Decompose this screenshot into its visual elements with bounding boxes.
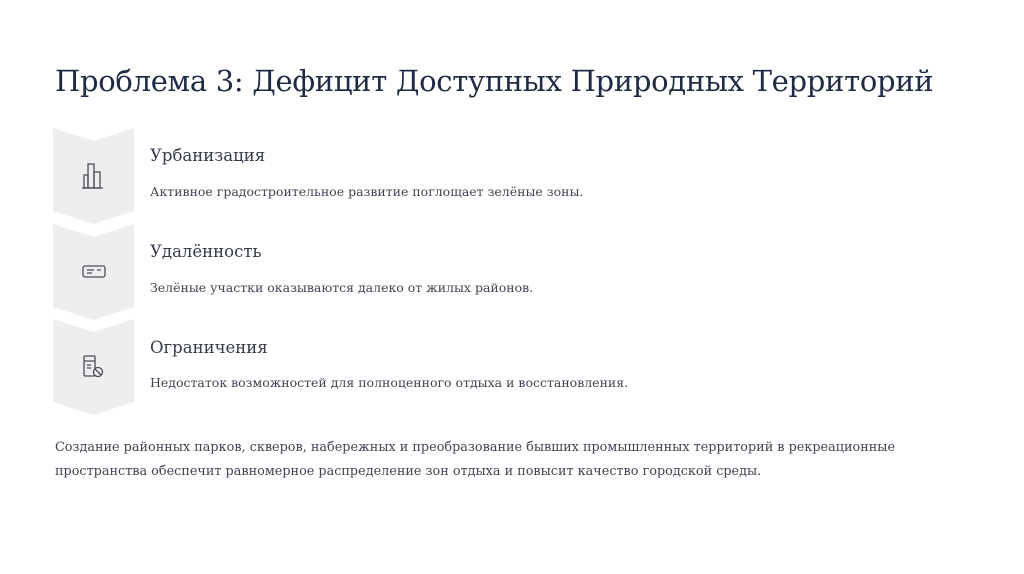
slide-title: Проблема 3: Дефицит Доступных Природных Территорий — [55, 64, 934, 98]
chevron-marker-remoteness — [53, 224, 134, 320]
ticket-icon — [82, 258, 106, 284]
restricted-document-icon — [82, 353, 106, 381]
chevron-marker-urbanization — [53, 128, 134, 224]
summary-paragraph: Создание районных парков, скверов, набережных и преобразование бывших промышленных территорий в рекреационные пространства обеспечит равномерное распределение зон отдыха и повысит качество городской среды. — [55, 440, 896, 479]
chevron-marker-restrictions — [53, 319, 134, 415]
buildings-icon — [82, 162, 104, 190]
item-title-urbanization: Урбанизация — [150, 146, 266, 165]
item-description-remoteness: Зелёные участки оказываются далеко от жилых районов. — [150, 280, 534, 295]
item-title-restrictions: Ограничения — [150, 338, 268, 357]
item-description-restrictions: Недостаток возможностей для полноценного отдыха и восстановления. — [150, 375, 629, 390]
item-title-remoteness: Удалённость — [150, 242, 262, 261]
item-description-urbanization: Активное градостроительное развитие поглощает зелёные зоны. — [150, 184, 584, 199]
